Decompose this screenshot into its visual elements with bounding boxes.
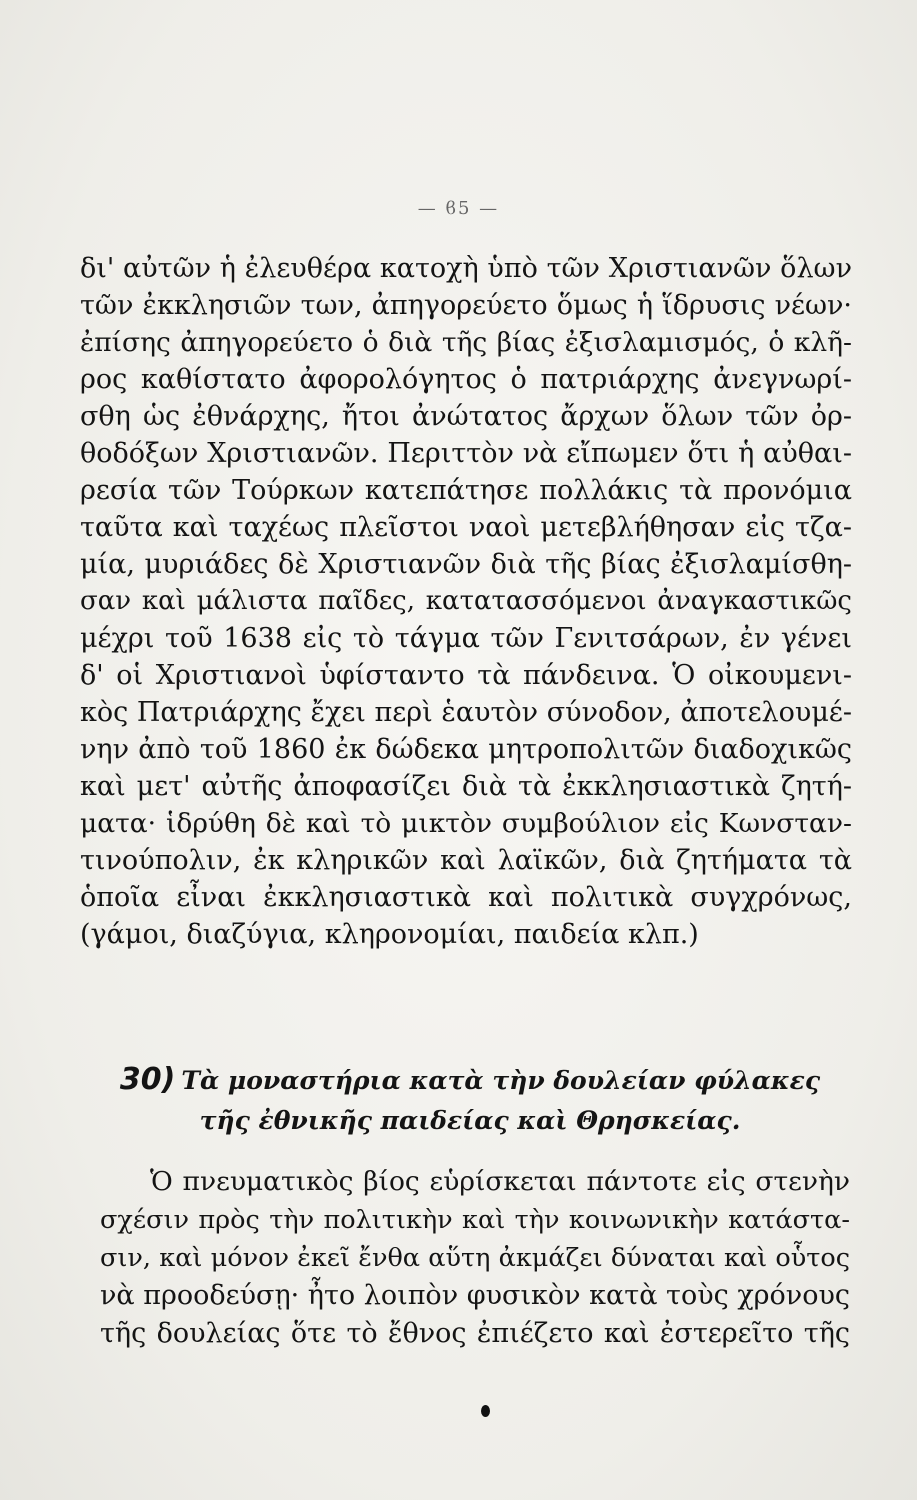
text-line: κὸς Πατριάρχης ἔχει περὶ ἑαυτὸν σύνοδον, ἀποτελουμέ- [80, 697, 852, 728]
text-line: μία, μυριάδες δὲ Χριστιανῶν διὰ τῆς βίας ἐξισλαμίσθη- [80, 549, 852, 580]
text-line: σθη ὡς ἐθνάρχης, ἤτοι ἀνώτατος ἄρχων ὅλων τῶν ὀρ- [80, 401, 852, 432]
text-line: ματα· ἱδρύθη δὲ καὶ τὸ μικτὸν συμβούλιον εἰς Κωνσταν- [80, 808, 852, 839]
text-line: τῆς δουλείας ὅτε τὸ ἔθνος ἐπιέζετο καὶ ἐστερεῖτο τῆς [100, 1318, 850, 1349]
text-line: ὁποῖα εἶναι ἐκκλησιαστικὰ καὶ πολιτικὰ συγχρόνως, [80, 882, 852, 913]
body-paragraph [80, 250, 852, 953]
text-line: σαν καὶ μάλιστα παῖδες, κατατασσόμενοι ἀναγκαστικῶς [80, 586, 852, 616]
section-paragraph [100, 1163, 850, 1353]
section-heading-line [110, 1060, 830, 1101]
text-line: ἐπίσης ἀπηγορεύετο ὁ διὰ τῆς βίας ἐξισλαμισμός, ὁ κλῆ- [80, 327, 852, 358]
text-line: σχέσιν πρὸς τὴν πολιτικὴν καὶ τὴν κοινωνικὴν κατάστα- [100, 1205, 850, 1235]
text-line: δι' αὐτῶν ἡ ἐλευθέρα κατοχὴ ὑπὸ τῶν Χριστιανῶν ὅλων [80, 253, 852, 284]
text-line: ταῦτα καὶ ταχέως πλεῖστοι ναοὶ μετεβλήθησαν εἰς τζα- [80, 512, 852, 543]
section-title-line-1: Τὰ μοναστήρια κατὰ τὴν δουλείαν φύλακες [181, 1066, 821, 1095]
text-line: νην ἀπὸ τοῦ 1860 ἐκ δώδεκα μητροπολιτῶν διαδοχικῶς [80, 734, 852, 765]
text-line: σιν, καὶ μόνον ἐκεῖ ἔνθα αὕτη ἀκμάζει δύναται καὶ οὗτος [100, 1243, 850, 1273]
text-line: τῶν ἐκκλησιῶν των, ἀπηγορεύετο ὅμως ἡ ἵδρυσις νέων· [80, 290, 852, 321]
text-line: νὰ προοδεύσῃ· ἦτο λοιπὸν φυσικὸν κατὰ τοὺς χρόνους [100, 1280, 851, 1311]
text-line: (γάμοι, διαζύγια, κληρονομίαι, παιδεία κλπ.) [80, 919, 699, 950]
text-line: θοδόξων Χριστιανῶν. Περιττὸν νὰ εἴπωμεν ὅτι ἡ αὐθαι- [80, 438, 852, 469]
section-heading [110, 1060, 830, 1141]
section-title-line-2: τῆς ἐθνικῆς παιδείας καὶ Θρησκείας. [199, 1106, 741, 1135]
text-line: ρος καθίστατο ἀφορολόγητος ὁ πατριάρχης ἀνεγνωρί- [80, 364, 852, 395]
text-line: δ' οἱ Χριστιανοὶ ὑφίσταντο τὰ πάνδεινα. Ὁ οἰκουμενι- [80, 660, 852, 691]
text-line: τινούπολιν, ἐκ κληρικῶν καὶ λαϊκῶν, διὰ ζητήματα τὰ [80, 845, 852, 876]
dot-mark [481, 1405, 490, 1417]
page-number: — ϐ5 — [417, 198, 500, 219]
text-line: ρεσία τῶν Τούρκων κατεπάτησε πολλάκις τὰ προνόμια [80, 475, 852, 506]
section-number: 30) [119, 1062, 176, 1097]
text-line: καὶ μετ' αὐτῆς ἀποφασίζει διὰ τὰ ἐκκλησιαστικὰ ζητή- [80, 771, 852, 802]
text-line: Ὁ πνευματικὸς βίος εὑρίσκεται πάντοτε εἰς στενὴν [150, 1166, 850, 1197]
text-line: μέχρι τοῦ 1638 εἰς τὸ τάγμα τῶν Γενιτσάρων, ἐν γένει [80, 623, 852, 654]
